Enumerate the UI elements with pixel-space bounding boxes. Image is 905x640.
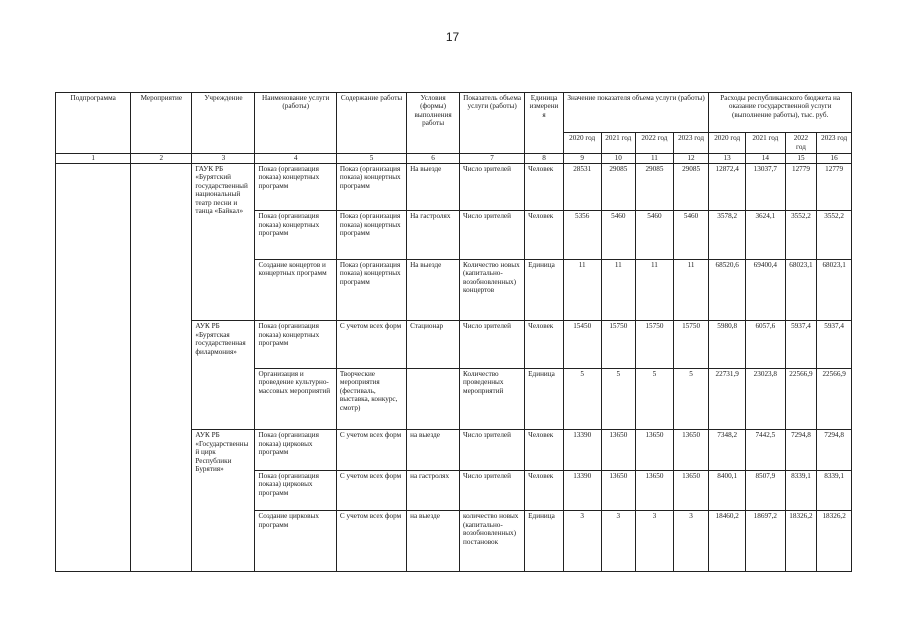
edinica-cell: Человек [525,163,564,210]
value-cell: 13650 [673,430,709,470]
column-number: 7 [460,153,525,163]
column-number: 16 [817,153,852,163]
page-number: 17 [445,30,460,44]
soderzhanie-cell: Показ (организация показа) концертных программ [336,259,406,321]
pokazatel-cell: количество новых (капитально-возобновленных) постановок [460,511,525,572]
header-znachenie-group: Значение показателя объема услуги (работы) [563,93,709,133]
header-usloviya: Условия (формы) выполнения работы [407,93,460,154]
usloviya-cell: на выезде [407,430,460,470]
edinica-cell: Человек [525,321,564,368]
table-row [56,163,852,210]
column-number: 15 [785,153,817,163]
expense-cell: 22566,9 [817,368,852,430]
expense-cell: 7294,8 [785,430,817,470]
header-year: 2023 год [817,133,852,153]
expense-cell: 8339,1 [817,470,852,510]
column-number: 14 [746,153,786,163]
expense-cell: 68023,1 [817,259,852,321]
expense-cell: 68023,1 [785,259,817,321]
expense-cell: 8400,1 [709,470,746,510]
services-table [55,92,852,572]
header-row [56,93,852,133]
value-cell: 5460 [673,211,709,260]
expense-cell: 68520,6 [709,259,746,321]
soderzhanie-cell: С учетом всех форм [336,321,406,368]
pokazatel-cell: Число зрителей [460,470,525,510]
pokazatel-cell: Количество проведенных мероприятий [460,368,525,430]
expense-cell: 7442,5 [746,430,786,470]
expense-cell: 6057,6 [746,321,786,368]
naimenovanie-cell: Показ (организация показа) цирковых программ [255,430,336,470]
expense-cell: 13037,7 [746,163,786,210]
expense-cell: 22731,9 [709,368,746,430]
soderzhanie-cell: С учетом всех форм [336,430,406,470]
header-podprogramma: Подпрограмма [56,93,131,154]
usloviya-cell [407,368,460,430]
column-number: 13 [709,153,746,163]
expense-cell: 18326,2 [817,511,852,572]
usloviya-cell: на выезде [407,511,460,572]
soderzhanie-cell: Показ (организация показа) концертных программ [336,163,406,210]
header-naimenovanie: Наименование услуги (работы) [255,93,336,154]
header-rashody-group: Расходы республиканского бюджета на оказание государственной услуги (выполнение работы), тыс. руб. [709,93,852,133]
podprogramma-cell [56,163,131,571]
value-cell: 13650 [601,470,636,510]
usloviya-cell: На выезде [407,163,460,210]
edinica-cell: Человек [525,211,564,260]
usloviya-cell: Стационар [407,321,460,368]
value-cell: 5 [563,368,601,430]
column-number: 11 [636,153,674,163]
header-edinica: Единица измерения [525,93,564,154]
pokazatel-cell: Число зрителей [460,211,525,260]
expense-cell: 18326,2 [785,511,817,572]
value-cell: 13390 [563,470,601,510]
expense-cell: 7294,8 [817,430,852,470]
soderzhanie-cell: С учетом всех форм [336,470,406,510]
header-year: 2020 год [709,133,746,153]
expense-cell: 3578,2 [709,211,746,260]
uchrezhdenie-cell: АУК РБ «Бурятская государственная филармония» [192,321,255,430]
meropriyatie-cell [131,163,192,571]
expense-cell: 8339,1 [785,470,817,510]
expense-cell: 3552,2 [817,211,852,260]
header-meropriyatie: Мероприятие [131,93,192,154]
naimenovanie-cell: Создание цирковых программ [255,511,336,572]
naimenovanie-cell: Показ (организация показа) концертных программ [255,321,336,368]
naimenovanie-cell: Показ (организация показа) цирковых программ [255,470,336,510]
header-uchrezhdenie: Учреждение [192,93,255,154]
value-cell: 28531 [563,163,601,210]
expense-cell: 5980,8 [709,321,746,368]
expense-cell: 18697,2 [746,511,786,572]
value-cell: 11 [601,259,636,321]
edinica-cell: Единица [525,259,564,321]
value-cell: 5 [601,368,636,430]
expense-cell: 3552,2 [785,211,817,260]
expense-cell: 23023,8 [746,368,786,430]
column-number: 10 [601,153,636,163]
value-cell: 29085 [601,163,636,210]
expense-cell: 18460,2 [709,511,746,572]
column-number: 2 [131,153,192,163]
usloviya-cell: На выезде [407,259,460,321]
pokazatel-cell: Количество новых (капитально-возобновленных) концертов [460,259,525,321]
header-year: 2022 год [636,133,674,153]
value-cell: 15750 [601,321,636,368]
pokazatel-cell: Число зрителей [460,163,525,210]
edinica-cell: Человек [525,430,564,470]
naimenovanie-cell: Показ (организация показа) концертных программ [255,163,336,210]
value-cell: 5 [636,368,674,430]
expense-cell: 5937,4 [817,321,852,368]
value-cell: 13650 [601,430,636,470]
expense-cell: 12872,4 [709,163,746,210]
value-cell: 3 [636,511,674,572]
column-number: 8 [525,153,564,163]
header-soderzhanie: Содержание работы [336,93,406,154]
pokazatel-cell: Число зрителей [460,430,525,470]
uchrezhdenie-cell: АУК РБ «Государственный цирк Республики Бурятия» [192,430,255,572]
header-year: 2021 год [601,133,636,153]
value-cell: 5356 [563,211,601,260]
column-number: 1 [56,153,131,163]
value-cell: 29085 [673,163,709,210]
naimenovanie-cell: Создание концертов и концертных программ [255,259,336,321]
usloviya-cell: на гастролях [407,470,460,510]
expense-cell: 22566,9 [785,368,817,430]
edinica-cell: Единица [525,511,564,572]
soderzhanie-cell: Показ (организация показа) концертных программ [336,211,406,260]
value-cell: 29085 [636,163,674,210]
value-cell: 3 [673,511,709,572]
column-number: 4 [255,153,336,163]
column-number-row [56,153,852,163]
expense-cell: 69400,4 [746,259,786,321]
soderzhanie-cell: Творческие мероприятия (фестиваль, выставка, конкурс, смотр) [336,368,406,430]
soderzhanie-cell: С учетом всех форм [336,511,406,572]
column-number: 12 [673,153,709,163]
value-cell: 15450 [563,321,601,368]
value-cell: 5460 [636,211,674,260]
value-cell: 15750 [636,321,674,368]
expense-cell: 5937,4 [785,321,817,368]
usloviya-cell: На гастролях [407,211,460,260]
header-pokazatel: Показатель объема услуги (работы) [460,93,525,154]
uchrezhdenie-cell: ГАУК РБ «Бурятский государственный национальный театр песни и танца «Байкал» [192,163,255,321]
header-year: 2022 год [785,133,817,153]
naimenovanie-cell: Показ (организация показа) концертных программ [255,211,336,260]
edinica-cell: Человек [525,470,564,510]
value-cell: 11 [673,259,709,321]
value-cell: 13390 [563,430,601,470]
value-cell: 11 [636,259,674,321]
naimenovanie-cell: Организация и проведение культурно-массовых мероприятий [255,368,336,430]
value-cell: 3 [601,511,636,572]
expense-cell: 12779 [785,163,817,210]
header-year: 2020 год [563,133,601,153]
expense-cell: 8507,9 [746,470,786,510]
expense-cell: 12779 [817,163,852,210]
pokazatel-cell: Число зрителей [460,321,525,368]
header-year: 2023 год [673,133,709,153]
header-year: 2021 год [746,133,786,153]
column-number: 3 [192,153,255,163]
column-number: 6 [407,153,460,163]
value-cell: 13650 [636,470,674,510]
value-cell: 5 [673,368,709,430]
value-cell: 15750 [673,321,709,368]
expense-cell: 3624,1 [746,211,786,260]
expense-cell: 7348,2 [709,430,746,470]
value-cell: 11 [563,259,601,321]
value-cell: 5460 [601,211,636,260]
value-cell: 13650 [636,430,674,470]
column-number: 9 [563,153,601,163]
edinica-cell: Единица [525,368,564,430]
column-number: 5 [336,153,406,163]
value-cell: 3 [563,511,601,572]
value-cell: 13650 [673,470,709,510]
